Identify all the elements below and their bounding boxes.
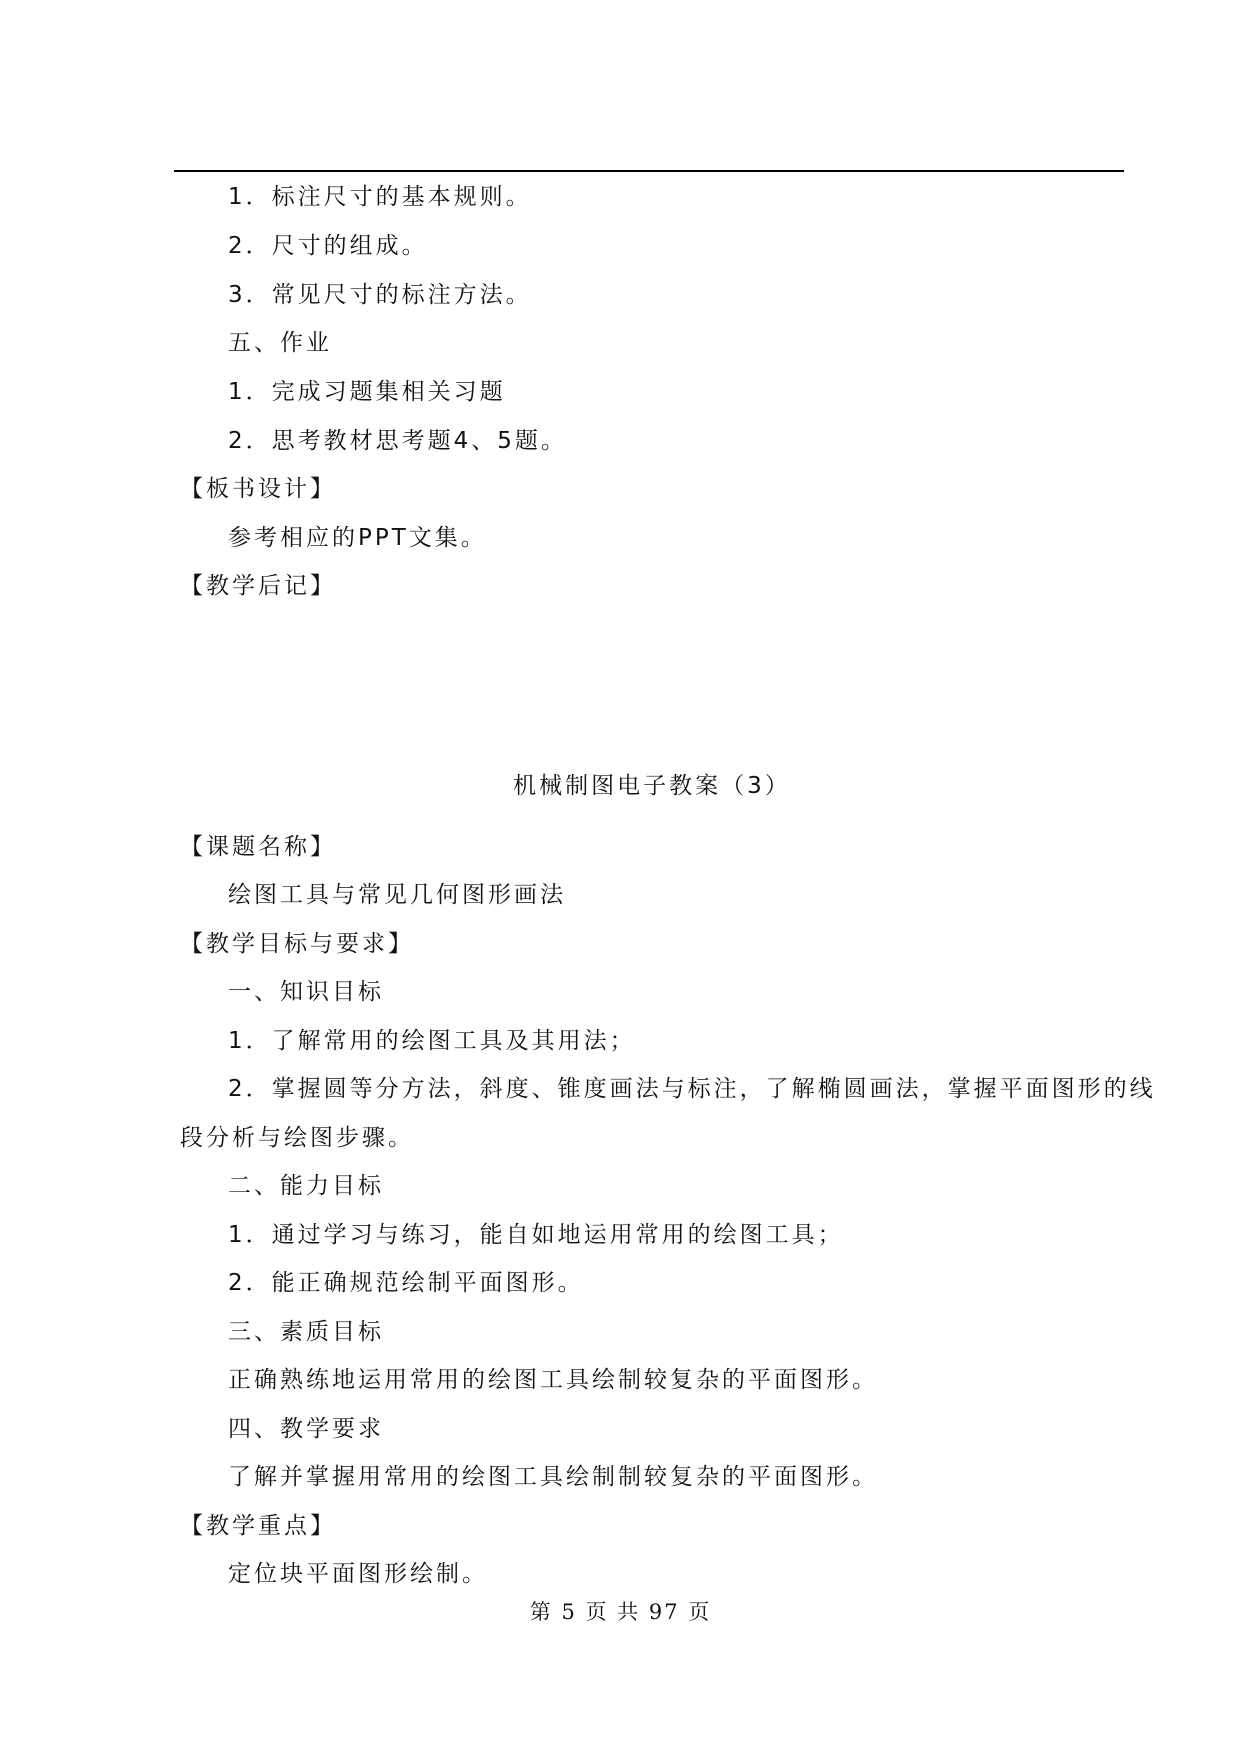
key-points-text: 定位块平面图形绘制。	[228, 1561, 488, 1587]
board-design-text: 参考相应的PPT文集。	[228, 525, 487, 551]
topic-text: 绘图工具与常见几何图形画法	[228, 882, 566, 908]
list-item: 1．了解常用的绘图工具及其用法；	[228, 1028, 636, 1054]
goals-heading: 【教学目标与要求】	[180, 931, 414, 957]
lesson-title: 机械制图电子教案（3）	[513, 773, 791, 799]
quality-text: 正确熟练地运用常用的绘图工具绘制较复杂的平面图形。	[228, 1367, 878, 1393]
board-design-heading: 【板书设计】	[180, 476, 336, 502]
knowledge-heading: 一、知识目标	[228, 979, 384, 1005]
requirements-heading: 四、教学要求	[228, 1416, 384, 1442]
key-points-heading: 【教学重点】	[180, 1513, 336, 1539]
list-item: 2．能正确规范绘制平面图形。	[228, 1270, 584, 1296]
homework-heading: 五、作业	[228, 330, 332, 356]
topic-heading: 【课题名称】	[180, 834, 336, 860]
page-number: 第 5 页 共 97 页	[529, 1600, 712, 1624]
list-item: 2．思考教材思考题4、5题。	[228, 428, 567, 454]
list-item: 1．完成习题集相关习题	[228, 379, 506, 405]
list-item: 2．尺寸的组成。	[228, 233, 428, 259]
quality-heading: 三、素质目标	[228, 1319, 384, 1345]
post-teaching-heading: 【教学后记】	[180, 573, 336, 599]
list-item-continuation: 段分析与绘图步骤。	[180, 1125, 414, 1151]
list-item: 1．标注尺寸的基本规则。	[228, 184, 532, 210]
list-item: 1．通过学习与练习，能自如地运用常用的绘图工具；	[228, 1222, 844, 1248]
list-item: 2．掌握圆等分方法，斜度、锥度画法与标注，了解椭圆画法，掌握平面图形的线	[228, 1076, 1156, 1102]
list-item: 3．常见尺寸的标注方法。	[228, 282, 532, 308]
header-rule	[174, 170, 1124, 172]
requirements-text: 了解并掌握用常用的绘图工具绘制制较复杂的平面图形。	[228, 1464, 878, 1490]
ability-heading: 二、能力目标	[228, 1173, 384, 1199]
